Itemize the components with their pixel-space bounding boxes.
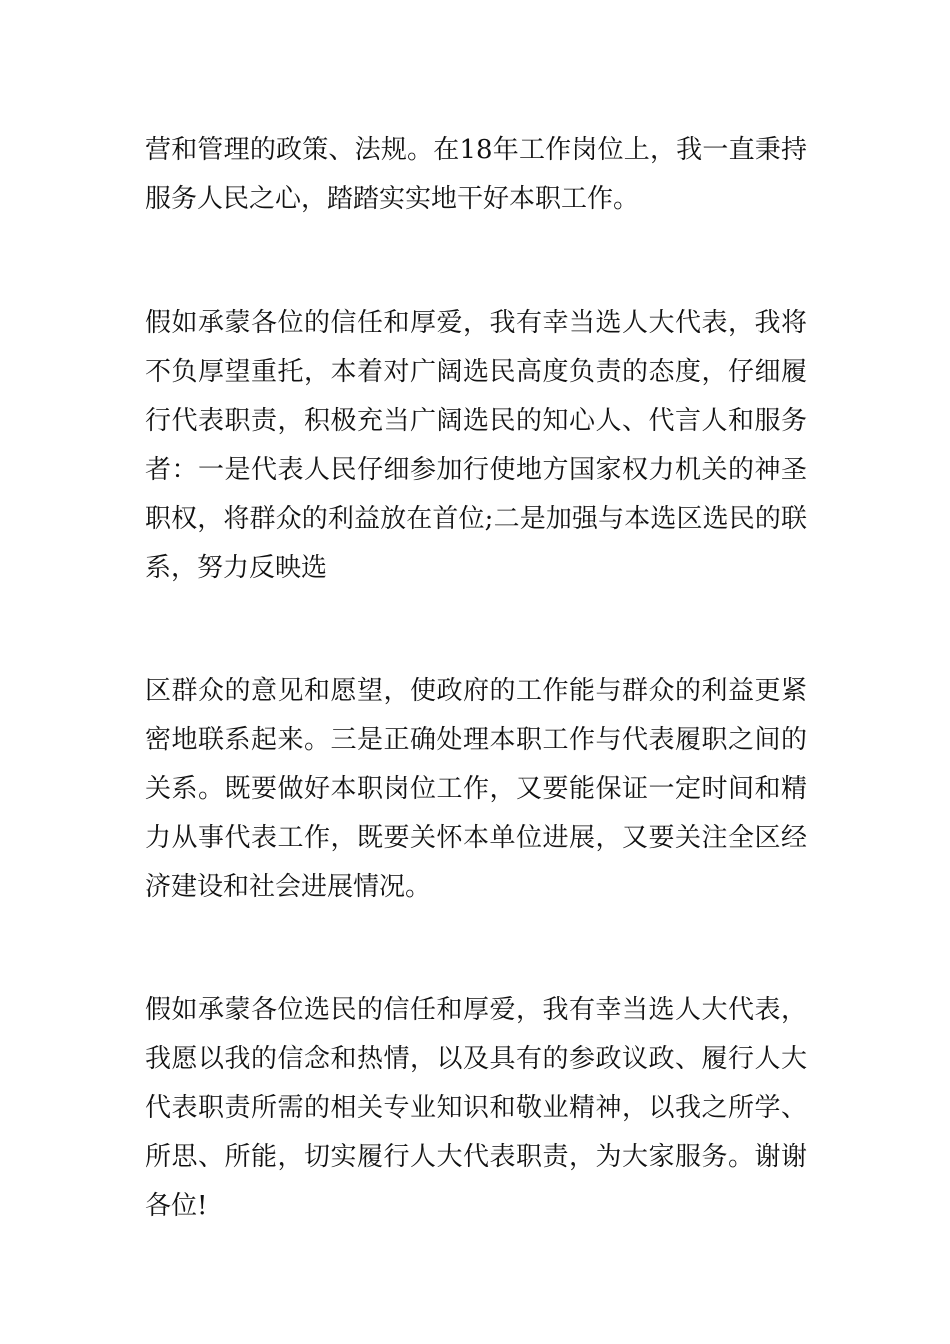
text-line: 职权，将群众的利益放在首位;二是加强与本选区选民的联 [145, 504, 807, 534]
text-line: 系，努力反映选 [145, 553, 328, 583]
text-line: 代表职责所需的相关专业知识和敬业精神，以我之所学、 [145, 1093, 807, 1123]
text-line: 假如承蒙各位选民的信任和厚爱，我有幸当选人大代表， [145, 995, 807, 1025]
text-line: 行代表职责，积极充当广阔选民的知心人、代言人和服务 [145, 406, 807, 436]
text-line: 区群众的意见和愿望，使政府的工作能与群众的利益更紧 [145, 676, 807, 706]
text-line: 服务人民之心，踏踏实实地干好本职工作。 [145, 184, 640, 214]
text-line: 营和管理的政策、法规。在18年工作岗位上，我一直秉持 [145, 135, 807, 165]
text-line: 不负厚望重托，本着对广阔选民高度负责的态度，仔细履 [145, 357, 807, 387]
text-line: 者：一是代表人民仔细参加行使地方国家权力机关的神圣 [145, 455, 807, 485]
text-line: 密地联系起来。三是正确处理本职工作与代表履职之间的 [145, 725, 807, 755]
paragraph-4 [145, 986, 807, 1231]
text-line: 我愿以我的信念和热情，以及具有的参政议政、履行人大 [145, 1044, 807, 1074]
document-body [145, 126, 807, 1231]
text-line: 假如承蒙各位的信任和厚爱，我有幸当选人大代表，我将 [145, 308, 807, 338]
paragraph-1 [145, 126, 807, 224]
paragraph-3 [145, 667, 807, 912]
text-line: 力从事代表工作，既要关怀本单位进展，又要关注全区经 [145, 823, 807, 853]
text-line: 关系。既要做好本职岗位工作，又要能保证一定时间和精 [145, 774, 807, 804]
text-line: 济建设和社会进展情况。 [145, 872, 432, 902]
text-line: 所思、所能，切实履行人大代表职责，为大家服务。谢谢 [145, 1142, 807, 1172]
text-line: 各位! [145, 1191, 208, 1221]
paragraph-2 [145, 299, 807, 593]
